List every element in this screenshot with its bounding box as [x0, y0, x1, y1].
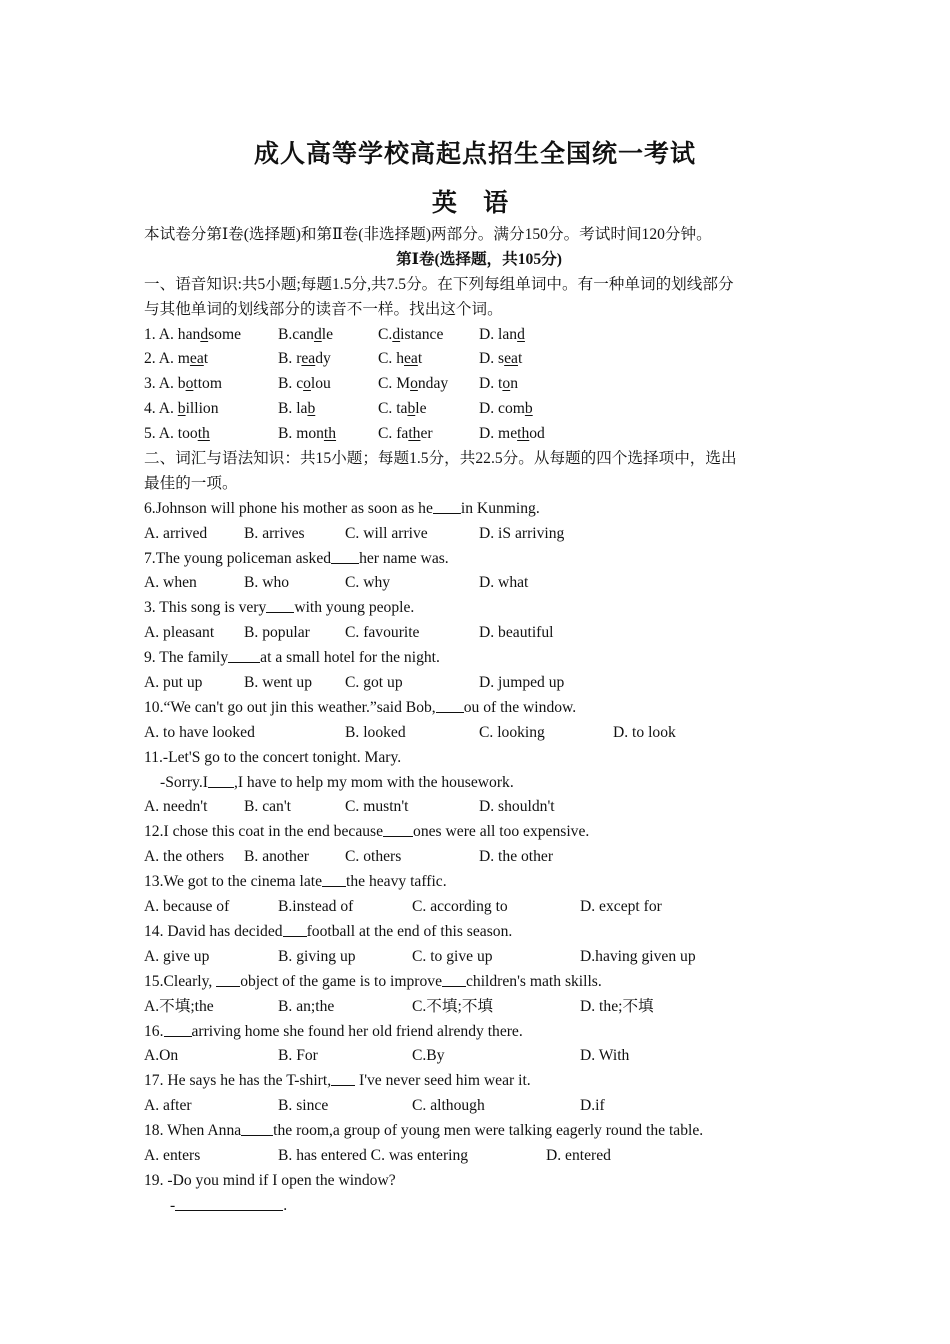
question-text: ,I have to help my mom with the housework. — [233, 773, 514, 791]
option-label: B. mon — [278, 425, 324, 443]
option-text: er — [420, 425, 433, 443]
option-choice: D. the other — [479, 848, 554, 866]
phonetic-option — [278, 347, 331, 372]
question-stem — [144, 696, 814, 721]
option-choice: A. needn't — [144, 798, 208, 816]
question-options — [144, 522, 814, 547]
option-label: 2. A. m — [144, 350, 190, 368]
question-reply — [144, 771, 814, 796]
answer-blank — [228, 647, 260, 663]
question-stem — [144, 1119, 814, 1144]
question-options — [144, 1094, 814, 1119]
question-text: 6.Johnson will phone his mother as soon as he — [144, 499, 433, 517]
question-text: -Sorry.I — [160, 773, 208, 791]
underlined-letters: th — [323, 425, 337, 443]
option-label: 1. A. han — [144, 325, 201, 343]
question-options — [144, 571, 814, 596]
option-choice: A.On — [144, 1047, 179, 1065]
question-text: 13.We got to the cinema late — [144, 873, 323, 891]
answer-blank — [383, 821, 413, 837]
question-text: the room,a group of young men were talking eagerly round the table. — [273, 1122, 704, 1140]
phonetic-option — [144, 397, 219, 422]
subject-title: 英 语 — [431, 190, 519, 217]
option-label: C. ta — [378, 400, 408, 418]
phonetic-option — [479, 323, 525, 348]
section1-instruction-line2: 与其他单词的划线部分的读音不一样。找出这个词。 — [144, 300, 503, 318]
question-text: 3. This song is very — [144, 599, 267, 617]
phonetic-option — [278, 372, 331, 397]
answer-blank — [175, 1195, 283, 1211]
underlined-letters: o — [502, 375, 511, 393]
option-label: C. h — [378, 350, 404, 368]
phonetic-option — [378, 347, 422, 372]
option-choice: D. what — [479, 574, 529, 592]
phonetic-option — [378, 422, 433, 447]
option-choice: C. got up — [345, 674, 403, 692]
question-stem — [144, 746, 814, 771]
question-stem — [144, 870, 814, 895]
question-text: football at the end of this season. — [306, 922, 513, 940]
question-text: 10.“We can't go out jin this weather.”said Bob, — [144, 698, 436, 716]
option-label: 3. A. b — [144, 375, 186, 393]
question-options — [144, 721, 814, 746]
phonetic-option — [378, 397, 427, 422]
option-label: D. s — [479, 350, 505, 368]
section1-instruction-line1: 一、语音知识:共5小题;每题1.5分,共7.5分。在下列每组单词中。有一种单词的划线部分 — [144, 275, 734, 293]
question-text: 7.The young policeman asked — [144, 549, 332, 567]
option-choice: A. put up — [144, 674, 203, 692]
question-options — [144, 845, 814, 870]
question-text: ou of the window. — [463, 698, 577, 716]
option-label: 4. A. — [144, 400, 178, 418]
question-text: arriving home she found her old friend alrendy there. — [191, 1022, 523, 1040]
option-choice: B. went up — [244, 674, 313, 692]
question-stem — [144, 820, 814, 845]
answer-blank — [433, 498, 461, 514]
phonetic-option — [144, 347, 208, 372]
part1-heading: 第Ⅰ卷(选择题，共105分) — [396, 250, 562, 268]
question-text: her name was. — [359, 549, 449, 567]
phonetic-option — [278, 397, 315, 422]
question-options — [144, 671, 814, 696]
option-label: D. com — [479, 400, 525, 418]
option-label: B.can — [278, 325, 314, 343]
underlined-letters: d — [517, 325, 525, 343]
option-text: nday — [417, 375, 449, 393]
option-text: illion — [185, 400, 219, 418]
option-choice: B. has entered C. was entering — [278, 1146, 469, 1164]
question-options — [144, 621, 814, 646]
answer-blank — [331, 1070, 355, 1086]
question-text: 12.I chose this coat in the end because — [144, 823, 384, 841]
option-choice: D. except for — [580, 898, 662, 916]
phonetic-option — [479, 372, 518, 397]
option-choice: C. mustn't — [345, 798, 409, 816]
option-choice: B. can't — [244, 798, 291, 816]
option-label: B. c — [278, 375, 304, 393]
option-label: D. t — [479, 375, 503, 393]
phonetic-question — [144, 372, 814, 397]
option-choice: C. others — [345, 848, 402, 866]
option-choice: A. after — [144, 1097, 192, 1115]
question-stem — [144, 547, 814, 572]
option-choice: A. because of — [144, 898, 230, 916]
option-text: od — [529, 425, 545, 443]
question-text: in Kunming. — [460, 499, 540, 517]
underlined-letters: th — [197, 425, 210, 443]
exam-title: 成人高等学校高起点招生全国统一考试 — [253, 141, 696, 168]
question-stem — [144, 497, 814, 522]
underlined-letters: o — [410, 375, 418, 393]
question-text: 14. David has decided — [144, 922, 283, 940]
question-options — [144, 945, 814, 970]
answer-blank — [436, 697, 464, 713]
question-text: 16. — [144, 1022, 164, 1040]
underlined-letters: o — [303, 375, 311, 393]
question-options — [144, 995, 814, 1020]
option-label: C. — [378, 325, 393, 343]
phonetic-option — [479, 422, 545, 447]
phonetic-option — [278, 323, 333, 348]
option-text: istance — [400, 325, 444, 343]
phonetic-option — [144, 422, 210, 447]
option-choice: D. iS arriving — [479, 524, 565, 542]
option-text: ttom — [193, 375, 222, 393]
question-text: - — [170, 1196, 176, 1214]
option-choice: D.having given up — [580, 947, 696, 965]
answer-blank — [208, 772, 234, 788]
phonetic-question — [144, 347, 814, 372]
option-choice: B. arrives — [244, 524, 305, 542]
option-choice: D. With — [580, 1047, 630, 1065]
option-choice: B. another — [244, 848, 309, 866]
option-choice: A. to have looked — [144, 723, 255, 741]
answer-blank — [266, 597, 294, 613]
question-text: I've never seed him wear it. — [355, 1072, 531, 1090]
option-choice: A. arrived — [144, 524, 208, 542]
option-choice: B. For — [278, 1047, 318, 1065]
option-text: some — [208, 325, 242, 343]
option-choice: B. popular — [244, 624, 310, 642]
option-text: t — [417, 350, 423, 368]
option-choice: C. to give up — [412, 947, 493, 965]
option-choice: C. favourite — [345, 624, 420, 642]
question-text: at a small hotel for the night. — [260, 649, 440, 667]
option-label: D. lan — [479, 325, 518, 343]
option-label: C. fa — [378, 425, 409, 443]
option-text: lou — [310, 375, 331, 393]
answer-blank — [283, 921, 307, 937]
option-text: t — [517, 350, 523, 368]
phonetic-option — [479, 347, 522, 372]
option-text: dy — [315, 350, 331, 368]
option-choice: D. to look — [613, 723, 676, 741]
question-options — [144, 895, 814, 920]
underlined-letters: d — [392, 325, 401, 343]
question-stem — [144, 1169, 814, 1194]
phonetic-option — [479, 397, 533, 422]
option-choice: D. jumped up — [479, 674, 565, 692]
option-choice: B. an;the — [278, 997, 335, 1015]
phonetic-option — [378, 323, 443, 348]
phonetic-question — [144, 323, 814, 348]
answer-blank — [331, 548, 359, 564]
option-choice: C.不填;不填 — [412, 997, 494, 1015]
phonetics-list — [144, 323, 814, 447]
option-text: n — [510, 375, 518, 393]
option-text: le — [415, 400, 427, 418]
question-stem — [144, 1069, 814, 1094]
option-label: C. M — [378, 375, 411, 393]
option-choice: D. beautiful — [479, 624, 554, 642]
question-text: with young people. — [294, 599, 415, 617]
option-text: le — [321, 325, 334, 343]
option-choice: C. looking — [479, 723, 545, 741]
answer-blank — [241, 1120, 273, 1136]
question-stem — [144, 596, 814, 621]
underlined-letters: ea — [301, 350, 316, 368]
underlined-letters: ea — [404, 350, 418, 368]
answer-blank — [164, 1021, 192, 1037]
question-stem — [144, 646, 814, 671]
answer-blank — [216, 971, 240, 987]
option-choice: C. although — [412, 1097, 485, 1115]
option-choice: A. enters — [144, 1146, 201, 1164]
underlined-letters: b — [177, 400, 186, 418]
question-stem — [144, 970, 814, 995]
underlined-letters: th — [517, 425, 530, 443]
underlined-letters: d — [200, 325, 209, 343]
phonetic-option — [378, 372, 448, 397]
underlined-letters: d — [313, 325, 322, 343]
question-text: 18. When Anna — [144, 1122, 242, 1140]
question-reply — [144, 1194, 814, 1219]
section2-instruction-line2: 最佳的一项。 — [144, 474, 238, 492]
option-choice: A. when — [144, 574, 197, 592]
underlined-letters: o — [185, 375, 194, 393]
question-options — [144, 795, 814, 820]
option-choice: C. why — [345, 574, 391, 592]
option-choice: C. according to — [412, 898, 508, 916]
phonetic-question — [144, 422, 814, 447]
question-text: the heavy taffic. — [346, 873, 447, 891]
question-text: object of the game is to improve — [240, 972, 442, 990]
question-text: 15.Clearly, — [144, 972, 217, 990]
option-choice: B.instead of — [278, 898, 354, 916]
questions-list — [144, 497, 814, 1219]
question-text: 17. He says he has the T-shirt, — [144, 1072, 332, 1090]
option-choice: D.if — [580, 1097, 605, 1115]
section2-instruction-line1: 二、词汇与语法知识：共15小题；每题1.5分，共22.5分。从每题的四个选择项中，选出 — [144, 450, 737, 468]
question-stem — [144, 1020, 814, 1045]
option-choice: A. the others — [144, 848, 225, 866]
phonetic-option — [144, 323, 241, 348]
option-choice: C.By — [412, 1047, 445, 1065]
option-text: t — [203, 350, 209, 368]
option-label: D. me — [479, 425, 518, 443]
answer-blank — [322, 871, 346, 887]
question-text: 11.-Let'S go to the concert tonight. Mary. — [144, 748, 402, 766]
option-choice: B. looked — [345, 723, 406, 741]
option-choice: B. since — [278, 1097, 329, 1115]
underlined-letters: b — [407, 400, 416, 418]
underlined-letters: b — [307, 400, 316, 418]
option-choice: D. entered — [546, 1146, 611, 1164]
underlined-letters: ea — [504, 350, 518, 368]
option-label: B. r — [278, 350, 302, 368]
question-text: children's math skills. — [466, 972, 602, 990]
option-choice: A.不填;the — [144, 997, 214, 1015]
question-stem — [144, 920, 814, 945]
option-label: 5. A. too — [144, 425, 198, 443]
option-choice: C. will arrive — [345, 524, 428, 542]
option-choice: B. giving up — [278, 947, 356, 965]
answer-blank — [442, 971, 466, 987]
option-choice: D. the;不填 — [580, 997, 654, 1015]
option-choice: B. who — [244, 574, 290, 592]
option-choice: A. give up — [144, 947, 210, 965]
question-text: . — [283, 1196, 288, 1214]
option-choice: D. shouldn't — [479, 798, 555, 816]
phonetic-option — [144, 372, 222, 397]
question-options — [144, 1144, 814, 1169]
option-choice: A. pleasant — [144, 624, 215, 642]
underlined-letters: ea — [189, 350, 204, 368]
question-text: 19. -Do you mind if I open the window? — [144, 1171, 396, 1189]
intro-text: 本试卷分第Ⅰ卷(选择题)和第Ⅱ卷(非选择题)两部分。满分150分。考试时间120分钟。 — [144, 226, 712, 243]
phonetic-question — [144, 397, 814, 422]
question-options — [144, 1044, 814, 1069]
exam-content — [144, 223, 814, 1219]
underlined-letters: b — [524, 400, 533, 418]
phonetic-option — [278, 422, 336, 447]
question-text: 9. The family — [144, 649, 229, 667]
option-label: B. la — [278, 400, 308, 418]
underlined-letters: th — [408, 425, 421, 443]
question-text: ones were all too expensive. — [413, 823, 590, 841]
